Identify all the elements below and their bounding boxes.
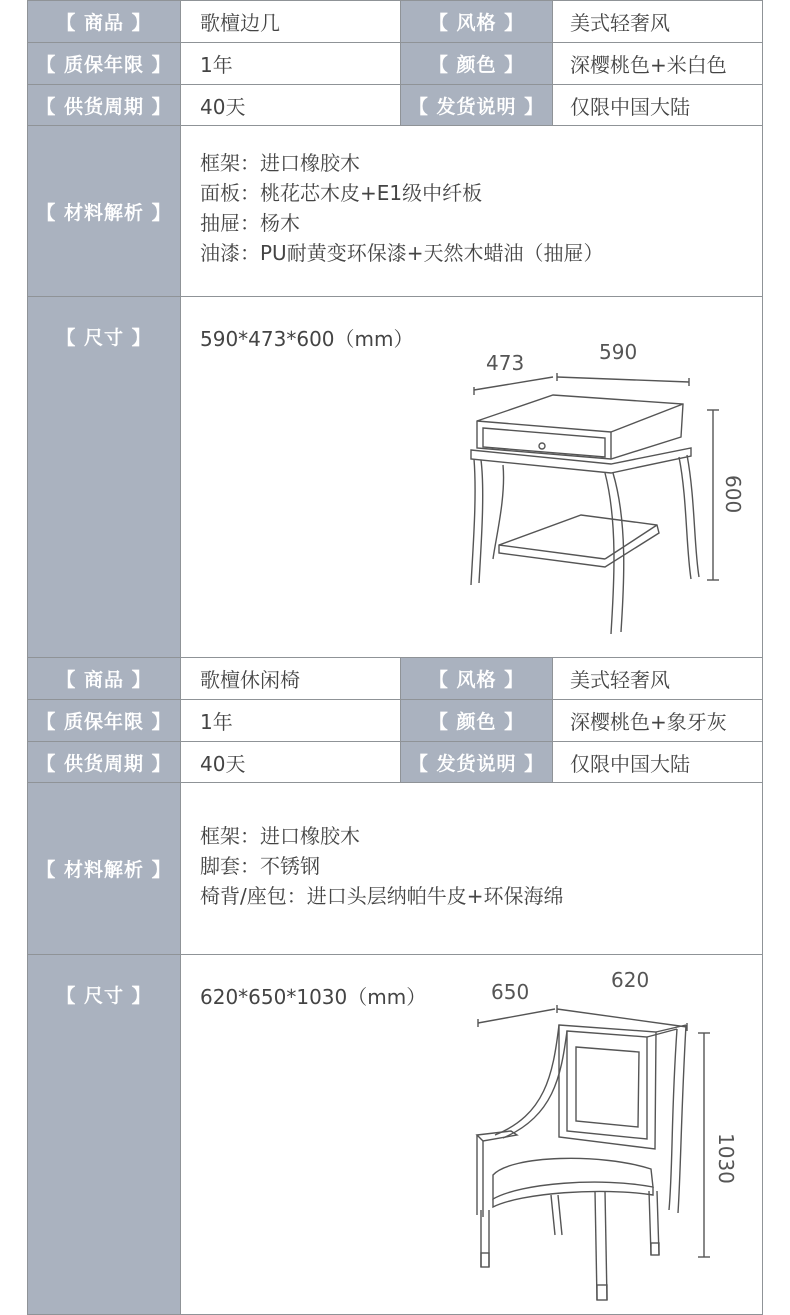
spec-table-lounge-chair [27,657,763,1315]
label-warranty: 【 质保年限 】 [28,700,180,741]
material-line: 抽屉：杨木 [200,211,300,235]
materials-list [181,126,762,268]
spec-row [28,741,762,782]
material-line: 椅背/座包：进口头层纳帕牛皮+环保海绵 [200,884,564,908]
spec-row [28,42,762,84]
chair-back-cushion [576,1047,639,1127]
label-color: 【 颜色 】 [400,700,552,741]
size-cell [180,955,762,1314]
label-materials: 【 材料解析 】 [28,126,180,296]
leg [471,459,475,585]
material-line: 框架：进口橡胶木 [200,151,360,175]
value-color: 深樱桃色+象牙灰 [552,700,762,741]
material-line: 油漆：PU耐黄变环保漆+天然木蜡油（抽屉） [200,241,604,265]
spec-row [28,1,762,42]
material-line: 面板：桃花芯木皮+E1级中纤板 [200,181,483,205]
size-text: 590*473*600（mm） [200,327,414,351]
value-shipping: 仅限中国大陆 [552,85,762,125]
label-shipping: 【 发货说明 】 [400,85,552,125]
value-product: 歌檀边几 [180,1,400,42]
label-size: 【 尺寸 】 [28,955,180,1314]
label-materials: 【 材料解析 】 [28,783,180,954]
value-color: 深樱桃色+米白色 [552,43,762,84]
value-warranty: 1年 [180,700,400,741]
dim-label-depth: 650 [491,980,530,1004]
spec-row [28,699,762,741]
chair-arm-support [495,1025,559,1135]
label-supply-period: 【 供货周期 】 [28,85,180,125]
label-size: 【 尺寸 】 [28,297,180,657]
size-row [28,954,762,1314]
value-style: 美式轻奢风 [552,1,762,42]
label-color: 【 颜色 】 [400,43,552,84]
value-product: 歌檀休闲椅 [180,658,400,699]
materials-row [28,782,762,954]
value-supply-period: 40天 [180,85,400,125]
dim-label-height: 600 [721,475,745,514]
label-shipping: 【 发货说明 】 [400,742,552,782]
label-product: 【 商品 】 [28,1,180,42]
dim-label-width: 620 [611,968,650,992]
spec-table-side-table [27,0,763,658]
side-table-drawing [181,297,764,656]
dim-label-depth: 473 [486,351,525,375]
drawer-knob [539,443,545,449]
size-text: 620*650*1030（mm） [200,985,427,1009]
materials-list [181,783,762,911]
spec-row [28,658,762,699]
value-shipping: 仅限中国大陆 [552,742,762,782]
dim-line-depth [478,1009,555,1023]
materials-cell [180,783,762,954]
size-cell [180,297,762,657]
materials-cell [180,126,762,296]
value-supply-period: 40天 [180,742,400,782]
materials-row [28,125,762,296]
lower-shelf [499,515,659,567]
label-style: 【 风格 】 [400,658,552,699]
value-warranty: 1年 [180,43,400,84]
dim-label-height: 1030 [714,1133,738,1184]
lounge-chair-drawing [181,955,764,1313]
label-supply-period: 【 供货周期 】 [28,742,180,782]
dim-line-width [557,377,689,382]
dim-label-width: 590 [599,340,638,364]
dim-line-width [557,1009,687,1027]
label-warranty: 【 质保年限 】 [28,43,180,84]
spec-row [28,84,762,125]
leg [679,457,691,579]
chair-leg [595,1191,597,1300]
dim-line-depth [474,377,553,390]
label-product: 【 商品 】 [28,658,180,699]
material-line: 脚套：不锈钢 [200,854,320,878]
label-style: 【 风格 】 [400,1,552,42]
chair-arm [477,1131,517,1141]
chair-back-frame [559,1025,656,1149]
size-row [28,296,762,657]
value-style: 美式轻奢风 [552,658,762,699]
material-line: 框架：进口橡胶木 [200,824,360,848]
